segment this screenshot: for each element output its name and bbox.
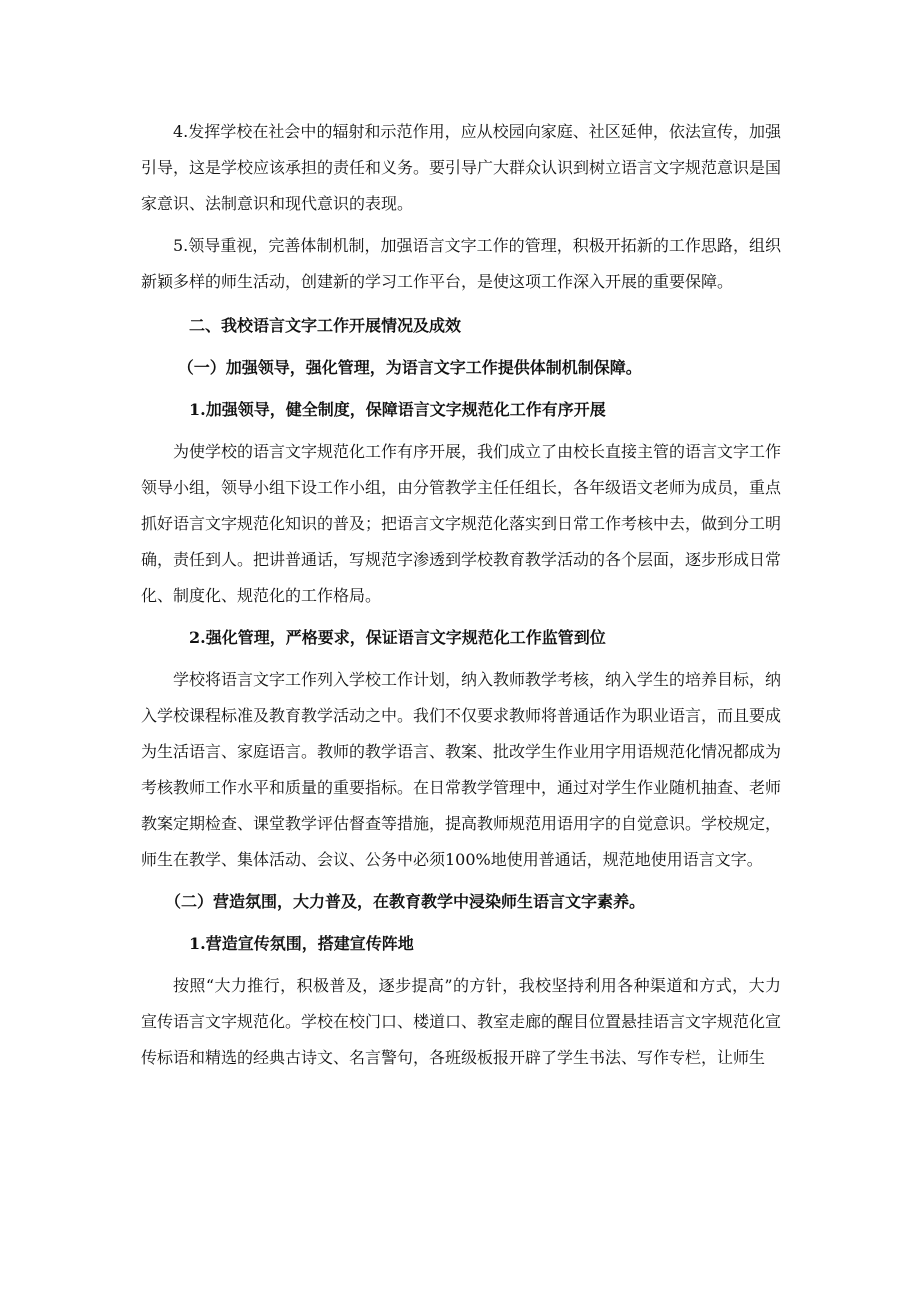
document-body — [141, 114, 781, 1076]
subsection-2-heading: （二）营造氛围，大力普及，在教育教学中浸染师生语言文字素养。 — [165, 892, 646, 911]
paragraph-point-4: 4.发挥学校在社会中的辐射和示范作用，应从校园向家庭、社区延伸，依法宣传，加强引导，这是学校应该承担的责任和义务。要引导广大群众认识到树立语言文字规范意识是国家意识、法制意识和现代意识的表现。 — [141, 122, 782, 213]
subsection-1-heading: （一）加强领导，强化管理，为语言文字工作提供体制机制保障。 — [177, 358, 642, 377]
item-2-heading: 2.强化管理，严格要求，保证语言文字规范化工作监管到位 — [189, 628, 606, 647]
paragraph-point-5: 5.领导重视，完善体制机制，加强语言文字工作的管理，积极开拓新的工作思路，组织新颖多样的师生活动，创建新的学习工作平台，是使这项工作深入开展的重要保障。 — [141, 236, 781, 291]
paragraph-management: 学校将语言文字工作列入学校工作计划，纳入教师教学考核，纳入学生的培养目标，纳入学校课程标准及教育教学活动之中。我们不仅要求教师将普通话作为职业语言，而且要成为生活语言、家庭语言。教师的教学语言、教案、批改学生作业用字用语规范化情况都成为考核教师工作水平和质量的重要指标。在日常教学管理中，通过对学生作业随机抽查、老师教案定期检查、课堂教学评估督查等措施，提高教师规范用语用字的自觉意识。学校规定，师生在教学、集体活动、会议、公务中必须100%地使用普通话，规范地使用语言文字。 — [141, 670, 782, 869]
paragraph-leadership: 为使学校的语言文字规范化工作有序开展，我们成立了由校长直接主管的语言文字工作领导小组，领导小组下设工作小组，由分管教学主任任组长，各年级语文老师为成员，重点抓好语言文字规范化知识的普及；把语言文字规范化落实到日常工作考核中去，做到分工明确，责任到人。把讲普通话，写规范字渗透到学校教育教学活动的各个层面，逐步形成日常化、制度化、规范化的工作格局。 — [141, 442, 782, 605]
item-1-heading: 1.加强领导，健全制度，保障语言文字规范化工作有序开展 — [189, 400, 606, 419]
item-3-heading: 1.营造宣传氛围，搭建宣传阵地 — [189, 934, 414, 953]
paragraph-publicity: 按照“大力推行，积极普及，逐步提高”的方针，我校坚持利用各种渠道和方式，大力宣传语言文字规范化。学校在校门口、楼道口、教室走廊的醒目位置悬挂语言文字规范化宣传标语和精选的经典古诗文、名言警句，各班级板报开辟了学生书法、写作专栏，让师生 — [141, 976, 782, 1067]
section-2-heading: 二、我校语言文字工作开展情况及成效 — [189, 316, 462, 335]
